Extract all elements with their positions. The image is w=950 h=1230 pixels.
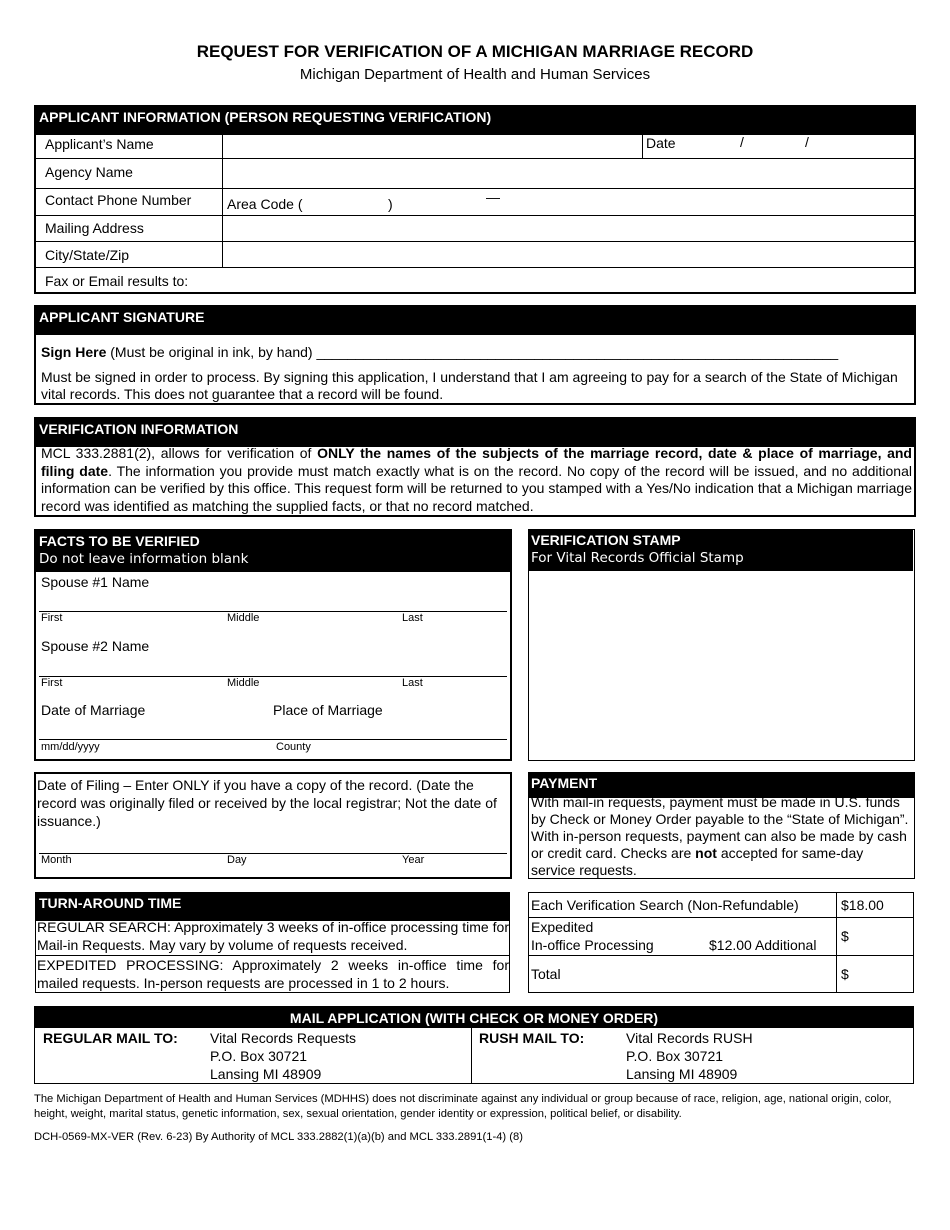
fee-each-label: Each Verification Search (Non-Refundable) (531, 897, 799, 913)
date-of-marriage-field[interactable] (39, 720, 269, 739)
spouse2-field[interactable] (39, 655, 507, 675)
filing-date-field[interactable] (39, 832, 507, 853)
form-id: DCH-0569-MX-VER (Rev. 6-23) By Authority of MCL 333.2882(1)(a)(b) and MCL 333.2891(1-4) (8) (34, 1131, 523, 1143)
mail-heading: MAIL APPLICATION (WITH CHECK OR MONEY ORDER) (35, 1007, 913, 1028)
signature-underline: ___________________________________________________________________ (316, 344, 839, 360)
payment-text (531, 794, 911, 879)
filing-day-label: Day (227, 854, 247, 866)
phone-label: Contact Phone Number (45, 192, 192, 208)
fee-total-label: Total (531, 966, 561, 982)
applicant-name-field[interactable] (223, 131, 642, 158)
filing-section (34, 772, 512, 879)
facts-section (34, 529, 512, 761)
stamp-section (528, 529, 915, 761)
date-format-label: mm/dd/yyyy (41, 741, 100, 753)
spouse1-first-label: First (41, 612, 63, 624)
applicant-section (34, 105, 916, 294)
mail-section (34, 1006, 914, 1084)
payment-text-b: accepted for same-day service requests. (531, 845, 864, 878)
phone-dash: — (486, 189, 500, 205)
verification-text-b: . The information you provide must match exactly what is on the record. No copy of the record will be issued, and no additional information can be verified by this office. This request form will be returned to you stamped with a Yes/No indication that a Michigan marriage record was identified as matching the supplied facts, or that no record matched. (41, 462, 912, 514)
filing-text: Date of Filing – Enter ONLY if you have a copy of the record. (Date the record was originally filed or received by the local registrar; Not the date of issuance.) (37, 777, 497, 829)
spouse2-middle-label: Middle (227, 677, 260, 689)
place-of-marriage-label: Place of Marriage (273, 702, 383, 718)
verification-text-a: MCL 333.2881(2), allows for verification of (41, 445, 318, 461)
sign-here-line[interactable] (41, 344, 838, 360)
form-title: REQUEST FOR VERIFICATION OF A MICHIGAN MARRIAGE RECORD (196, 42, 754, 61)
agency-name-label: Agency Name (45, 164, 133, 180)
regular-mail-line-2: P.O. Box 30721 (210, 1048, 308, 1064)
verification-text-bold: ONLY the names of the subjects of the marriage record, date & place of marriage, and filing date (41, 445, 912, 479)
spouse1-field[interactable] (39, 591, 507, 611)
signature-section (34, 305, 916, 405)
applicant-name-label: Applicant’s Name (45, 136, 154, 152)
fax-email-label: Fax or Email results to: (45, 273, 189, 289)
rush-mail-line-1: Vital Records RUSH (626, 1030, 753, 1046)
rush-mail-line-3: Lansing MI 48909 (626, 1066, 738, 1082)
turnaround-heading: TURN-AROUND TIME (36, 893, 509, 921)
city-state-zip-field[interactable] (223, 242, 914, 267)
facts-heading: FACTS TO BE VERIFIED (39, 533, 200, 549)
regular-mail-line-1: Vital Records Requests (210, 1030, 357, 1046)
date-separator-2: / (805, 134, 809, 150)
spouse2-first-label: First (41, 677, 63, 689)
stamp-area (529, 571, 914, 760)
stamp-heading: VERIFICATION STAMP (531, 532, 681, 548)
facts-subheading: Do not leave information blank (39, 551, 249, 567)
fee-total-amount[interactable]: $ (841, 966, 849, 982)
phone-field[interactable] (223, 189, 914, 215)
nondiscrimination-statement: The Michigan Department of Health and Human Services (MDHHS) does not discriminate against any individual or group because of race, religion, age, national origin, color, height, weight, marital status, genetic information, sex, sexual orientation, gender identity or expression, political belief, or disability. (34, 1093, 892, 1120)
payment-text-a: With mail-in requests, payment must be made in U.S. funds by Check or Money Order payable to the “State of Michigan”. With in-person requests, payment can also be made by cash or credit card. Checks are (531, 794, 909, 861)
spouse2-last-label: Last (402, 677, 423, 689)
area-code-open: Area Code ( (227, 196, 303, 212)
spouse1-label: Spouse #1 Name (41, 574, 150, 590)
date-field[interactable] (676, 131, 914, 158)
payment-text-bold: not (695, 845, 717, 861)
spouse2-label: Spouse #2 Name (41, 638, 150, 654)
mailing-address-field[interactable] (223, 216, 914, 241)
sign-here-label: Sign Here (41, 344, 107, 360)
area-code-close: ) (388, 196, 393, 212)
date-label: Date (646, 135, 676, 151)
turnaround-section (35, 892, 510, 993)
filing-year-label: Year (402, 854, 425, 866)
county-label: County (276, 741, 311, 753)
payment-heading: PAYMENT (529, 773, 914, 798)
filing-month-label: Month (41, 854, 72, 866)
turnaround-expedited: EXPEDITED PROCESSING: Approximately 2 weeks in-office time for mailed requests. In-person requests are processed in 1 to 2 hours. (37, 957, 509, 991)
agency-name-field[interactable] (223, 159, 914, 188)
city-state-zip-label: City/State/Zip (45, 247, 130, 263)
fees-table (528, 892, 914, 993)
form-subtitle: Michigan Department of Health and Human Services (299, 66, 651, 83)
fee-expedited-amount[interactable]: $ (841, 928, 849, 944)
rush-mail-label: RUSH MAIL TO: (479, 1030, 585, 1046)
place-of-marriage-field[interactable] (273, 720, 507, 739)
stamp-subheading: For Vital Records Official Stamp (531, 550, 744, 566)
signature-heading: APPLICANT SIGNATURE (36, 307, 914, 335)
mailing-address-label: Mailing Address (45, 220, 144, 236)
fee-expedited-label-2: In-office Processing (531, 937, 654, 953)
sign-here-note: (Must be original in ink, by hand) (106, 344, 317, 360)
fee-expedited-extra: $12.00 Additional (709, 937, 817, 953)
regular-mail-label: REGULAR MAIL TO: (43, 1030, 178, 1046)
turnaround-regular: REGULAR SEARCH: Approximately 3 weeks of in-office processing time for Mail-in Requests. May vary by volume of requests received. (37, 919, 509, 953)
verification-heading: VERIFICATION INFORMATION (36, 419, 914, 447)
fee-expedited-label: Expedited (531, 919, 594, 935)
fee-each-amount: $18.00 (841, 897, 884, 913)
payment-section (528, 772, 915, 879)
fax-email-field[interactable] (226, 268, 914, 292)
date-separator-1: / (740, 134, 744, 150)
applicant-heading: APPLICANT INFORMATION (PERSON REQUESTING VERIFICATION) (36, 107, 914, 135)
verification-section (34, 417, 916, 517)
date-of-marriage-label: Date of Marriage (41, 702, 146, 718)
rush-mail-line-2: P.O. Box 30721 (626, 1048, 724, 1064)
signature-notice: Must be signed in order to process. By signing this application, I understand that I am agreeing to pay for a search of the State of Michigan vital records. This does not guarantee that a record will be found. (41, 369, 898, 402)
spouse1-last-label: Last (402, 612, 423, 624)
verification-text (41, 445, 912, 515)
regular-mail-line-3: Lansing MI 48909 (210, 1066, 322, 1082)
spouse1-middle-label: Middle (227, 612, 260, 624)
